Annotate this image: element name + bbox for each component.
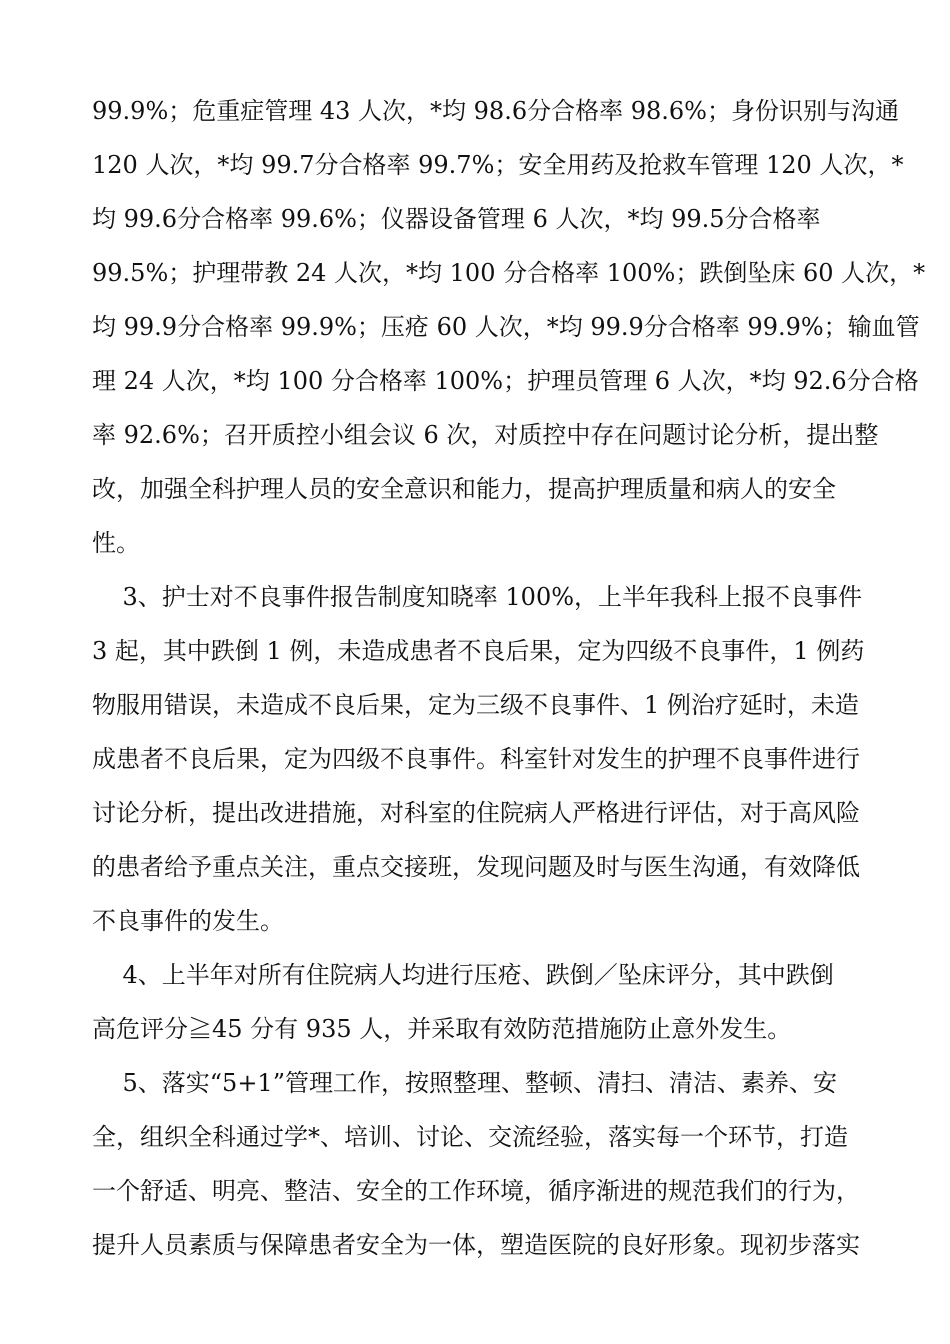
text-line: 提升人员素质与保障患者安全为一体，塑造医院的良好形象。现初步落实 <box>92 1231 860 1259</box>
text-line: 高危评分≧45 分有 935 人，并采取有效防范措施防止意外发生。 <box>92 1015 792 1043</box>
text-line: 99.9%；危重症管理 43 人次，*均 98.6分合格率 98.6%；身份识别与沟通 <box>92 97 899 125</box>
text-line: 理 24 人次，*均 100 分合格率 100%；护理员管理 6 人次，*均 92.6分合格 <box>92 367 919 395</box>
text-line: 的患者给予重点关注，重点交接班，发现问题及时与医生沟通，有效降低 <box>92 853 860 881</box>
text-line: 120 人次，*均 99.7分合格率 99.7%；安全用药及抢救车管理 120 人次，* <box>92 151 904 179</box>
text-line: 99.5%；护理带教 24 人次，*均 100 分合格率 100%；跌倒坠床 60 人次，* <box>92 259 926 287</box>
text-line: 3 起，其中跌倒 1 例，未造成患者不良后果，定为四级不良事件，1 例药 <box>92 637 865 665</box>
paragraph-quality-control <box>92 84 926 570</box>
text-line: 改，加强全科护理人员的安全意识和能力，提高护理质量和病人的安全 <box>92 475 836 503</box>
text-line: 率 92.6%；召开质控小组会议 6 次，对质控中存在问题讨论分析，提出整 <box>92 421 879 449</box>
text-line: 均 99.6分合格率 99.6%；仪器设备管理 6 人次，*均 99.5分合格率 <box>92 205 821 233</box>
text-line: 3、护士对不良事件报告制度知晓率 100%，上半年我科上报不良事件 <box>92 583 863 611</box>
text-line: 一个舒适、明亮、整洁、安全的工作环境，循序渐进的规范我们的行为， <box>92 1177 860 1205</box>
text-line: 物服用错误，未造成不良后果，定为三级不良事件、1 例治疗延时，未造 <box>92 691 859 719</box>
text-line: 讨论分析，提出改进措施，对科室的住院病人严格进行评估，对于高风险 <box>92 799 860 827</box>
text-line: 全，组织全科通过学*、培训、讨论、交流经验，落实每一个环节，打造 <box>92 1123 848 1151</box>
text-line: 性。 <box>92 529 140 557</box>
text-line: 不良事件的发生。 <box>92 907 284 935</box>
paragraph-risk-assessment <box>92 948 860 1056</box>
text-line: 5、落实“5+1”管理工作，按照整理、整顿、清扫、清洁、素养、安 <box>92 1069 837 1097</box>
text-line: 成患者不良后果，定为四级不良事件。科室针对发生的护理不良事件进行 <box>92 745 860 773</box>
paragraph-5plus1-management <box>92 1056 860 1272</box>
text-line: 4、上半年对所有住院病人均进行压疮、跌倒／坠床评分，其中跌倒 <box>92 961 834 989</box>
text-line: 均 99.9分合格率 99.9%；压疮 60 人次，*均 99.9分合格率 99.9%；输血管 <box>92 313 920 341</box>
paragraph-adverse-events <box>92 570 865 948</box>
